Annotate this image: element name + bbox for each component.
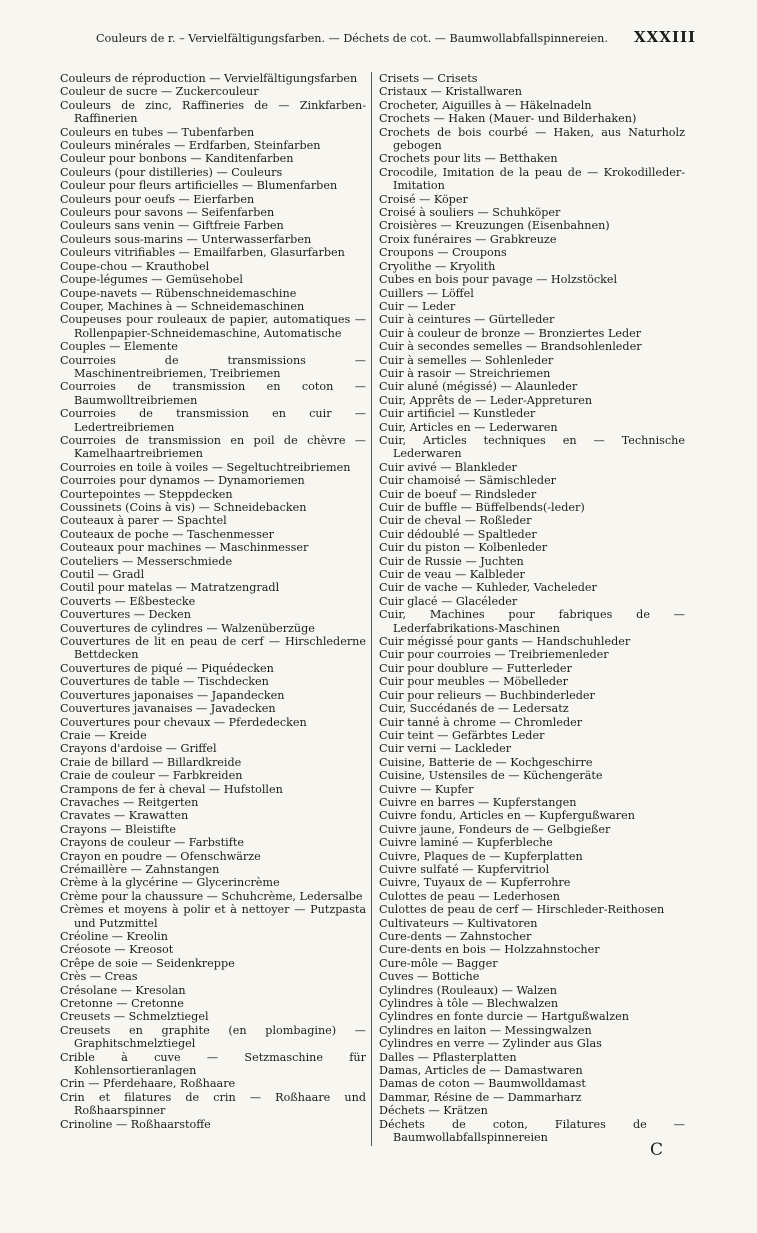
dictionary-entry: Culottes de peau de cerf — Hirschleder-Reithosen: [379, 903, 665, 917]
dictionary-entry: Couleurs de zinc, Raffineries de — Zinkfarben-Raffinerien: [60, 98, 366, 126]
dictionary-entry: Courroies de transmission en poil de chèvre — Kamelhaartreibriemen: [60, 433, 366, 461]
dictionary-entry: Cuir dédoublé — Spaltleder: [379, 527, 537, 541]
dictionary-entry: Crayons — Bleistifte: [60, 822, 176, 836]
dictionary-entry: Couleur pour fleurs artificielles — Blumenfarben: [60, 179, 338, 193]
dictionary-entry: Cuir, Succédanés de — Ledersatz: [379, 702, 569, 716]
dictionary-entry: Créosote — Kreosot: [60, 943, 174, 957]
dictionary-entry: Cuivre en barres — Kupferstangen: [379, 795, 577, 809]
dictionary-entry: Cravaches — Reitgerten: [60, 795, 199, 809]
dictionary-entry: Couleurs sous-marins — Unterwasserfarben: [60, 232, 312, 246]
dictionary-entry: Culottes de peau — Lederhosen: [379, 889, 560, 903]
dictionary-entry: Cuir aluné (mégissé) — Alaunleder: [379, 380, 578, 394]
dictionary-entry: Crochets de bois courbé — Haken, aus Naturholz gebogen: [379, 125, 685, 153]
dictionary-entry: Couleurs de réproduction — Vervielfältigungsfarben: [60, 72, 358, 85]
dictionary-entry: Cuir pour courroies — Treibriemenleder: [379, 648, 609, 662]
dictionary-entry: Dammar, Résine de — Dammarharz: [379, 1090, 582, 1104]
dictionary-entry: Crème à la glycérine — Glycerincrème: [60, 876, 280, 890]
dictionary-entry: Courtepointes — Steppdecken: [60, 487, 233, 501]
dictionary-entry: Crisets — Crisets: [379, 72, 478, 85]
dictionary-entry: Couleurs pour oeufs — Eierfarben: [60, 192, 255, 206]
column-divider: [371, 72, 372, 1146]
dictionary-entry: Cure-dents — Zahnstocher: [379, 930, 532, 943]
dictionary-entry: Crèmes et moyens à polir et à nettoyer — Putzpasta und Putzmittel: [60, 903, 366, 930]
dictionary-entry: Cure-dents en bois — Holzzahnstocher: [379, 943, 600, 957]
dictionary-entry: Couvertures japonaises — Japandecken: [60, 688, 285, 702]
dictionary-entry: Cuir de cheval — Roßleder: [379, 514, 532, 528]
dictionary-entry: Couverts — Eßbestecke: [60, 594, 196, 608]
dictionary-entry: Coutil — Gradl: [60, 568, 145, 582]
dictionary-entry: Damas de coton — Baumwolldamast: [379, 1077, 586, 1091]
dictionary-entry: Couper, Machines à — Schneidemaschinen: [60, 299, 305, 313]
dictionary-entry: Cubes en bois pour pavage — Holzstöckel: [379, 273, 618, 287]
dictionary-entry: Crin — Pferdehaare, Roßhaare: [60, 1077, 236, 1091]
dictionary-entry: Cuivre sulfaté — Kupfervitriol: [379, 862, 550, 876]
dictionary-entry: Cuir glacé — Glacéleder: [379, 594, 518, 608]
dictionary-entry: Couleurs sans venin — Giftfreie Farben: [60, 219, 284, 233]
dictionary-entry: Cuir de boeuf — Rindsleder: [379, 487, 537, 501]
dictionary-entry: Croupons — Croupons: [379, 246, 507, 260]
dictionary-entry: Crès — Creas: [60, 970, 138, 984]
dictionary-entry: Croisières — Kreuzungen (Eisenbahnen): [379, 219, 610, 233]
dictionary-entry: Couvertures de piqué — Piquédecken: [60, 661, 274, 675]
dictionary-entry: Cuir de vache — Kuhleder, Vacheleder: [379, 581, 597, 595]
dictionary-entry: Cuivre — Kupfer: [379, 782, 474, 796]
dictionary-entry: Crayon en poudre — Ofenschwärze: [60, 849, 261, 863]
dictionary-entry: Cuir à couleur de bronze — Bronziertes Leder: [379, 326, 642, 340]
dictionary-entry: Courroies de transmission en cuir — Ledertreibriemen: [60, 407, 366, 434]
dictionary-entry: Cylindres en verre — Zylinder aus Glas: [379, 1037, 602, 1051]
dictionary-entry: Cuves — Bottiche: [379, 970, 480, 984]
left-column: [60, 72, 366, 1131]
dictionary-entry: Croix funéraires — Grabkreuze: [379, 232, 557, 246]
dictionary-entry: Cylindres en fonte durcie — Hartgußwalzen: [379, 1010, 629, 1024]
dictionary-entry: Couvertures — Decken: [60, 608, 191, 622]
dictionary-entry: Cuir teint — Gefärbtes Leder: [379, 728, 545, 742]
dictionary-entry: Cuir de Russie — Juchten: [379, 554, 524, 568]
dictionary-entry: Créoline — Kreolin: [60, 930, 168, 943]
dictionary-entry: Crocheter, Aiguilles à — Häkelnadeln: [379, 98, 592, 112]
dictionary-entry: Cure-môle — Bagger: [379, 956, 498, 970]
dictionary-entry: Crocodile, Imitation de la peau de — Krokodilleder-Imitation: [379, 165, 685, 193]
dictionary-entry: Couleurs minérales — Erdfarben, Steinfarben: [60, 139, 321, 153]
dictionary-entry: Cuir avivé — Blankleder: [379, 460, 517, 474]
dictionary-entry: Couteaux pour machines — Maschinmesser: [60, 541, 309, 555]
dictionary-entry: Courroies de transmission en coton — Baumwolltreibriemen: [60, 380, 366, 407]
dictionary-entry: Cuir de buffle — Büffelbends(-leder): [379, 501, 585, 514]
dictionary-entry: Crampons de fer à cheval — Hufstollen: [60, 782, 283, 796]
dictionary-entry: Cuir de veau — Kalbleder: [379, 568, 525, 582]
dictionary-entry: Couleurs vitrifiables — Emailfarben, Glasurfarben: [60, 246, 345, 260]
dictionary-entry: Crochets pour lits — Betthaken: [379, 152, 558, 166]
dictionary-entry: Cuir à secondes semelles — Brandsohlenleder: [379, 340, 642, 354]
dictionary-entry: Couvertures de cylindres — Walzenüberzüge: [60, 621, 315, 635]
dictionary-entry: Couleur de sucre — Zuckercouleur: [60, 85, 259, 99]
dictionary-entry: Cuir à rasoir — Streichriemen: [379, 366, 551, 380]
dictionary-entry: Cylindres en laiton — Messingwalzen: [379, 1023, 592, 1037]
dictionary-entry: Cuir pour relieurs — Buchbinderleder: [379, 688, 595, 702]
dictionary-entry: Cultivateurs — Kultivatoren: [379, 916, 538, 930]
dictionary-entry: Coupe-légumes — Gemüsehobel: [60, 273, 243, 287]
dictionary-entry: Cuir artificiel — Kunstleder: [379, 407, 536, 421]
dictionary-entry: Déchets de coton, Filatures de — Baumwollabfallspinnereien: [379, 1117, 685, 1145]
dictionary-entry: Cuir tanné à chrome — Chromleder: [379, 715, 583, 729]
dictionary-entry: Cuivre fondu, Articles en — Kupfergußwaren: [379, 809, 635, 823]
dictionary-entry: Cuisine, Ustensiles de — Küchengeräte: [379, 769, 603, 783]
dictionary-entry: Coussinets (Coins à vis) — Schneidebacken: [60, 501, 307, 514]
dictionary-entry: Cryolithe — Kryolith: [379, 259, 496, 273]
dictionary-entry: Couteliers — Messerschmiede: [60, 554, 233, 568]
dictionary-entry: Cylindres (Rouleaux) — Walzen: [379, 983, 557, 997]
dictionary-entry: Crémaillère — Zahnstangen: [60, 862, 220, 876]
dictionary-entry: Croisé — Köper: [379, 192, 468, 206]
dictionary-entry: Crème pour la chaussure — Schuhcrème, Ledersalbe: [60, 889, 363, 903]
dictionary-entry: Couleurs pour savons — Seifenfarben: [60, 206, 275, 220]
dictionary-entry: Craie de couleur — Farbkreiden: [60, 769, 243, 783]
dictionary-entry: Coutil pour matelas — Matratzengradl: [60, 581, 280, 595]
dictionary-entry: Couleurs en tubes — Tubenfarben: [60, 125, 255, 139]
dictionary-entry: Couleurs (pour distilleries) — Couleurs: [60, 165, 283, 179]
dictionary-entry: Crayons d'ardoise — Griffel: [60, 742, 217, 756]
dictionary-entry: Cuir — Leder: [379, 299, 456, 313]
dictionary-entry: Dalles — Pflasterplatten: [379, 1050, 517, 1064]
dictionary-entry: Cylindres à tôle — Blechwalzen: [379, 997, 559, 1011]
dictionary-entry: Couvertures javanaises — Javadecken: [60, 702, 276, 716]
dictionary-entry: Crochets — Haken (Mauer- und Bilderhaken): [379, 112, 637, 126]
dictionary-entry: Cuivre, Tuyaux de — Kupferrohre: [379, 876, 571, 890]
dictionary-entry: Crible à cuve — Setzmaschine für Kohlensortieranlagen: [60, 1050, 366, 1078]
dictionary-entry: Cuir, Articles techniques en — Technische Lederwaren: [379, 433, 685, 461]
dictionary-entry: Croisé à souliers — Schuhköper: [379, 206, 561, 220]
running-header: [96, 30, 696, 46]
dictionary-entry: Cuisine, Batterie de — Kochgeschirre: [379, 755, 593, 769]
dictionary-entry: Cuivre, Plaques de — Kupferplatten: [379, 849, 583, 863]
dictionary-entry: Cuir à semelles — Sohlenleder: [379, 353, 554, 367]
dictionary-entry: Couvertures de table — Tischdecken: [60, 675, 269, 689]
dictionary-entry: Crinoline — Roßhaarstoffe: [60, 1117, 211, 1131]
dictionary-entry: Cuir à ceintures — Gürtelleder: [379, 313, 555, 327]
dictionary-entry: Coupe-chou — Krauthobel: [60, 259, 210, 273]
dictionary-entry: Couvertures pour chevaux — Pferdedecken: [60, 715, 307, 729]
dictionary-entry: Courroies pour dynamos — Dynamoriemen: [60, 474, 305, 488]
dictionary-entry: Crayons de couleur — Farbstifte: [60, 836, 244, 850]
dictionary-entry: Cuir pour meubles — Möbelleder: [379, 675, 568, 689]
dictionary-entry: Coupe-navets — Rübenschneidemaschine: [60, 286, 297, 300]
dictionary-entry: Cuir, Apprêts de — Leder-Appreturen: [379, 393, 593, 407]
dictionary-entry: Craie de billard — Billardkreide: [60, 755, 242, 769]
dictionary-entry: Cuivre laminé — Kupferbleche: [379, 836, 553, 850]
dictionary-entry: Crésolane — Kresolan: [60, 983, 186, 997]
dictionary-entry: Creusets en graphite (en plombagine) — Graphitschmelztiegel: [60, 1023, 366, 1051]
dictionary-entry: Damas, Articles de — Damastwaren: [379, 1064, 583, 1078]
header-title: Couleurs de r. – Vervielfältigungsfarben. — Déchets de cot. — Baumwollabfallspinnereien.: [96, 32, 608, 45]
dictionary-entry: Cuir verni — Lackleder: [379, 742, 512, 756]
dictionary-entry: Cuir, Machines pour fabriques de — Lederfabrikations-Maschinen: [379, 608, 685, 635]
dictionary-entry: Couteaux de poche — Taschenmesser: [60, 527, 274, 541]
dictionary-entry: Cristaux — Kristallwaren: [379, 85, 522, 99]
dictionary-entry: Déchets — Krätzen: [379, 1104, 488, 1118]
dictionary-entry: Coupeuses pour rouleaux de papier, automatiques — Rollenpapier-Schneidemaschine, Automatische: [60, 313, 366, 340]
dictionary-entry: Cretonne — Cretonne: [60, 997, 184, 1011]
dictionary-entry: Cuir pour doublure — Futterleder: [379, 661, 572, 675]
dictionary-entry: Cravates — Krawatten: [60, 809, 189, 823]
right-column: [379, 72, 685, 1145]
dictionary-entry: Crêpe de soie — Seidenkreppe: [60, 956, 235, 970]
dictionary-entry: Cuir du piston — Kolbenleder: [379, 541, 548, 555]
dictionary-entry: Couleur pour bonbons — Kanditenfarben: [60, 152, 294, 166]
dictionary-entry: Cuir mégissé pour gants — Handschuhleder: [379, 635, 631, 649]
dictionary-entry: Couteaux à parer — Spachtel: [60, 514, 227, 528]
dictionary-entry: Crin et filatures de crin — Roßhaare und Roßhaarspinner: [60, 1090, 366, 1118]
dictionary-entry: Cuir, Articles en — Lederwaren: [379, 420, 558, 434]
dictionary-entry: Couvertures de lit en peau de cerf — Hirschlederne Bettdecken: [60, 635, 366, 662]
dictionary-entry: Cuillers — Löffel: [379, 286, 474, 300]
dictionary-entry: Courroies de transmissions — Maschinentreibriemen, Treibriemen: [60, 353, 366, 380]
dictionary-entry: Couples — Elemente: [60, 340, 178, 354]
dictionary-entry: Cuir chamoisé — Sämischleder: [379, 474, 557, 488]
signature-mark: C: [650, 1140, 664, 1160]
dictionary-entry: Creusets — Schmelztiegel: [60, 1010, 209, 1024]
page-number: XXXIII: [634, 28, 696, 46]
dictionary-entry: Craie — Kreide: [60, 728, 147, 742]
dictionary-entry: Courroies en toile à voiles — Segeltuchtreibriemen: [60, 460, 351, 474]
dictionary-entry: Cuivre jaune, Fondeurs de — Gelbgießer: [379, 822, 611, 836]
